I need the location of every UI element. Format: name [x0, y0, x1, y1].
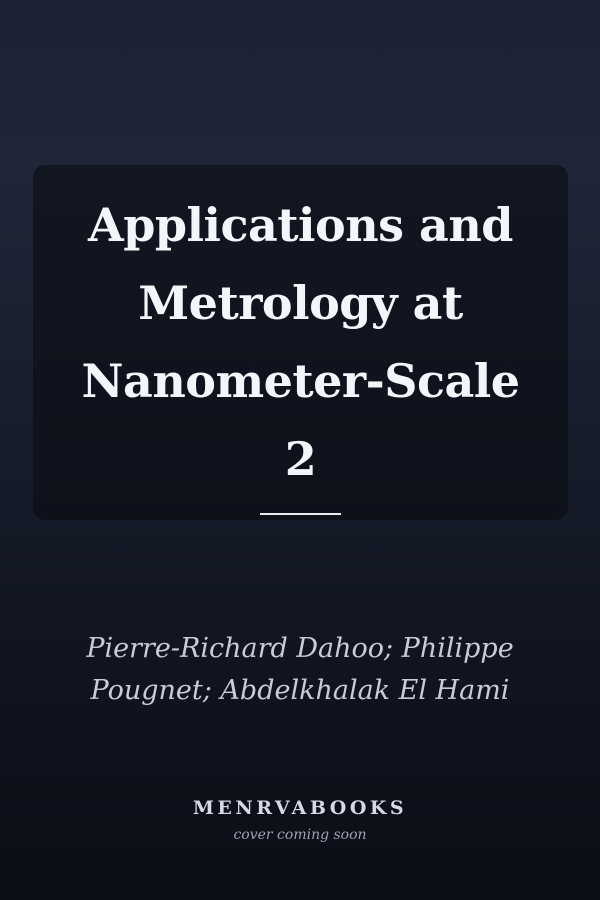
title-line: Applications and: [88, 198, 513, 252]
author-line: Pierre-Richard Dahoo; Philippe: [86, 633, 514, 664]
title-line: Metrology at: [138, 276, 463, 330]
book-title: [33, 186, 568, 498]
cover-note: cover coming soon: [233, 827, 367, 843]
title-line: 2: [284, 432, 317, 486]
title-line: Nanometer-Scale: [81, 354, 520, 408]
title-divider: [260, 513, 341, 515]
publisher-name: MENRVABOOKS: [192, 797, 408, 819]
book-authors: [20, 628, 580, 712]
author-line: Pougnet; Abdelkhalak El Hami: [90, 675, 510, 706]
